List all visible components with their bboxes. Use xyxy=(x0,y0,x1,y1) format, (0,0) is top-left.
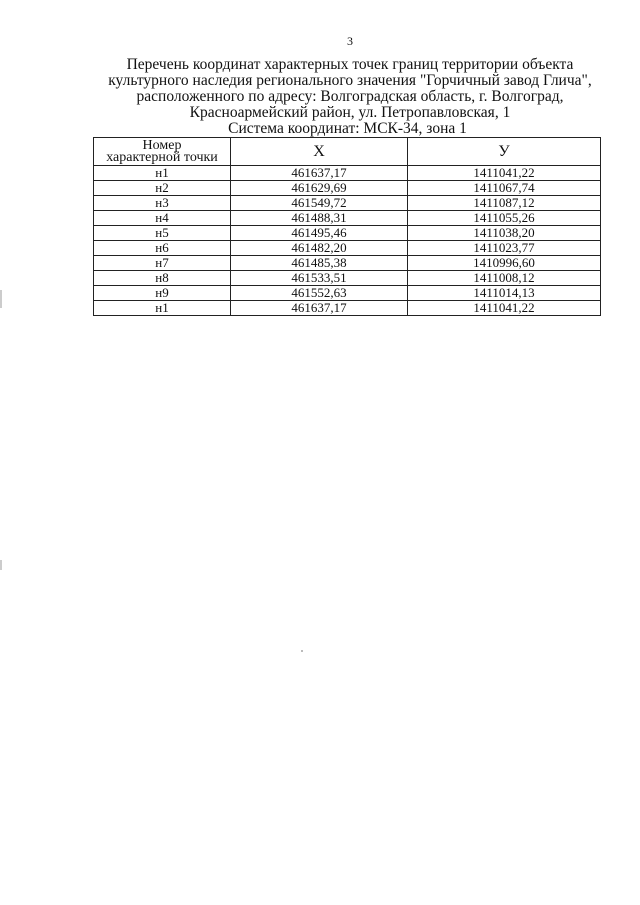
table-row xyxy=(94,211,601,226)
point-cell: н3 xyxy=(94,196,231,211)
y-cell: 1410996,60 xyxy=(408,256,601,271)
title-line: культурного наследия регионального значения "Горчичный завод Глича", xyxy=(108,72,592,89)
y-cell: 1411067,74 xyxy=(408,181,601,196)
point-cell: н2 xyxy=(94,181,231,196)
point-cell: н8 xyxy=(94,271,231,286)
table-header-row xyxy=(94,138,601,166)
title-line: расположенного по адресу: Волгоградская область, г. Волгоград, xyxy=(136,88,564,105)
table-row xyxy=(94,196,601,211)
point-cell: н9 xyxy=(94,286,231,301)
point-cell: н4 xyxy=(94,211,231,226)
scan-speck xyxy=(301,650,303,652)
table-row xyxy=(94,286,601,301)
table-row xyxy=(94,226,601,241)
y-cell: 1411055,26 xyxy=(408,211,601,226)
point-number-header-line1: Номер xyxy=(142,137,182,153)
y-cell: 1411038,20 xyxy=(408,226,601,241)
table-row xyxy=(94,301,601,316)
table-row xyxy=(94,241,601,256)
x-header: X xyxy=(231,138,408,166)
coordinates-table xyxy=(93,137,601,316)
x-cell: 461552,63 xyxy=(231,286,408,301)
point-number-header xyxy=(94,138,231,166)
table-row xyxy=(94,271,601,286)
title-line: Перечень координат характерных точек границ территории объекта xyxy=(126,56,574,73)
table-row xyxy=(94,181,601,196)
document-title xyxy=(90,57,610,121)
title-line: Красноармейский район, ул. Петропавловская, 1 xyxy=(189,104,511,121)
y-cell: 1411041,22 xyxy=(408,166,601,181)
coordinate-system-label: Система координат: МСК-34, зона 1 xyxy=(228,120,467,137)
table-row xyxy=(94,166,601,181)
x-cell: 461637,17 xyxy=(231,166,408,181)
point-cell: н7 xyxy=(94,256,231,271)
y-cell: 1411023,77 xyxy=(408,241,601,256)
x-cell: 461533,51 xyxy=(231,271,408,286)
x-cell: 461495,46 xyxy=(231,226,408,241)
x-cell: 461637,17 xyxy=(231,301,408,316)
table-row xyxy=(94,256,601,271)
x-cell: 461485,38 xyxy=(231,256,408,271)
point-cell: н6 xyxy=(94,241,231,256)
point-cell: н5 xyxy=(94,226,231,241)
x-cell: 461488,31 xyxy=(231,211,408,226)
page-number: 3 xyxy=(347,34,353,48)
y-header: У xyxy=(408,138,601,166)
point-number-header-line2: характерной точки xyxy=(106,149,218,165)
x-cell: 461629,69 xyxy=(231,181,408,196)
y-cell: 1411087,12 xyxy=(408,196,601,211)
y-cell: 1411041,22 xyxy=(408,301,601,316)
x-cell: 461549,72 xyxy=(231,196,408,211)
point-cell: н1 xyxy=(94,166,231,181)
point-cell: н1 xyxy=(94,301,231,316)
scan-edge-mark xyxy=(0,290,2,308)
y-cell: 1411008,12 xyxy=(408,271,601,286)
x-cell: 461482,20 xyxy=(231,241,408,256)
scan-edge-mark xyxy=(0,560,2,570)
y-cell: 1411014,13 xyxy=(408,286,601,301)
